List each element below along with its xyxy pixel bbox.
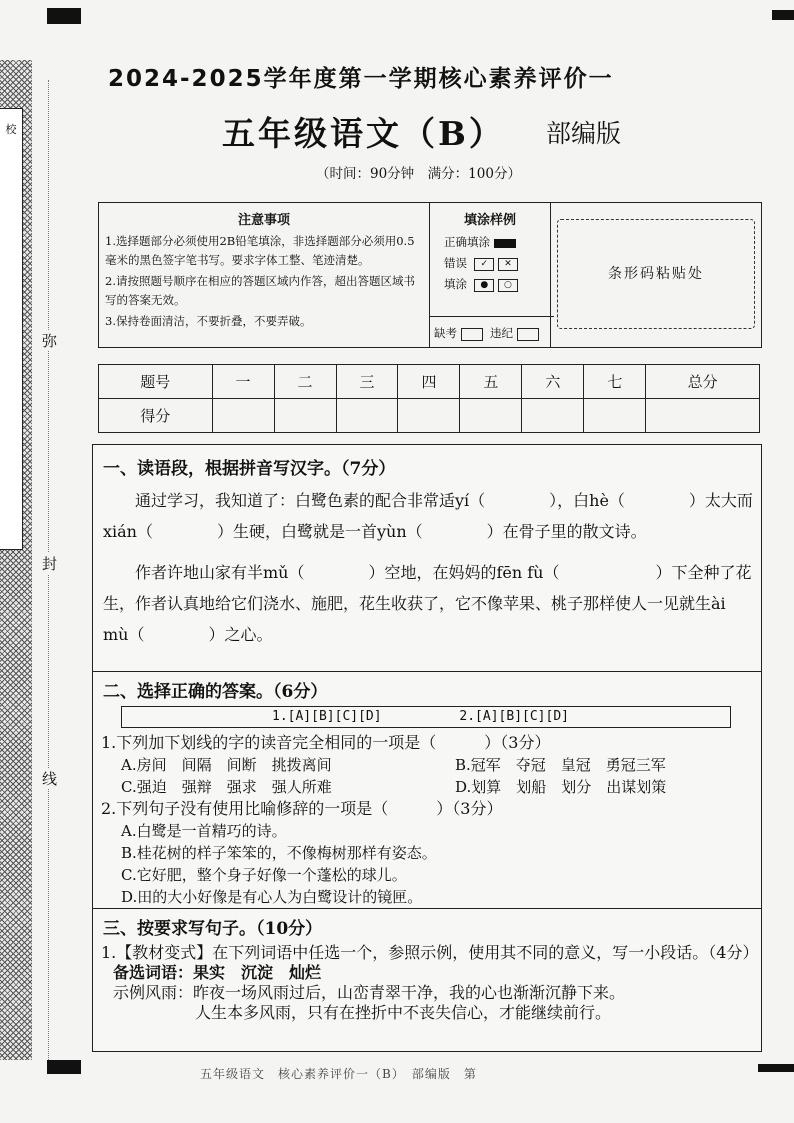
edition-label: 部编版 (546, 119, 622, 148)
q1-options-row-2 (93, 776, 761, 798)
correct-fill-mark (494, 239, 516, 248)
side-school-tab (0, 108, 23, 550)
wrong-fill-label-2: 填涂 (444, 277, 467, 291)
registration-mark-bottom-left (47, 1060, 81, 1074)
score-cell[interactable] (522, 399, 584, 433)
exam-title: 五年级语文（B） (222, 114, 505, 153)
check-mark-icon: ✓ (474, 258, 494, 271)
page-footer: 五年级语文 核心素养评价一（B） 部编版 第 (200, 1067, 477, 1081)
notice-item-1: 1.选择题部分必须使用2B铅笔填涂，非选择题部分必须用0.5毫米的黑色签字笔书写。要求字体工整、笔迹清楚。 (105, 234, 415, 267)
score-cell[interactable] (398, 399, 460, 433)
notice-panel (98, 202, 762, 348)
answer-bubbles-q2[interactable]: 2.[A][B][C][D] (459, 709, 569, 724)
wrong-fill-row-2 (430, 274, 550, 295)
wrong-fill-label-1: 错误 (444, 256, 467, 270)
score-cell[interactable] (460, 399, 522, 433)
q2-option-c: C.它好肥，整个身子好像一个蓬松的球儿。 (121, 866, 407, 884)
score-header-cell: 总分 (646, 365, 760, 399)
time-score-info: （时间：90分钟 满分：100分） (316, 166, 521, 182)
notice-item-2: 2.请按照题号顺序在相应的答题区域内作答，超出答题区域书写的答案无效。 (105, 274, 415, 307)
score-cell[interactable] (646, 399, 760, 433)
notice-column (99, 203, 430, 347)
violation-checkbox[interactable] (517, 328, 539, 341)
seal-word-3: 线 (42, 770, 58, 788)
barcode-area: 条形码粘贴处 (557, 219, 755, 329)
correct-fill-row (430, 232, 550, 253)
absence-row (430, 316, 554, 341)
score-table (98, 364, 760, 433)
wrong-fill-row-1 (430, 253, 550, 274)
score-header-cell: 三 (336, 365, 398, 399)
section-1-heading: 一、读语段，根据拼音写汉字。（7分） (103, 459, 396, 479)
section-2-heading: 二、选择正确的答案。（6分） (103, 682, 328, 702)
registration-mark-top-left (47, 8, 81, 24)
score-row-label: 得分 (99, 399, 213, 433)
example-sentence-1: 示例风雨：昨夜一场风雨过后，山峦青翠干净，我的心也渐渐沉静下来。 (113, 983, 626, 1002)
q1-option-d: D.划算 划船 划分 出谋划策 (455, 778, 667, 796)
score-cell[interactable] (584, 399, 646, 433)
fill-sample-column (430, 203, 551, 347)
registration-mark-top-right (772, 10, 794, 20)
score-header-cell: 二 (274, 365, 336, 399)
score-header-cell: 五 (460, 365, 522, 399)
question-2-2: 2.下列句子没有使用比喻修辞的一项是（ ）（3分） (101, 799, 503, 818)
notice-item-3: 3.保持卷面清洁，不要折叠，不要弄破。 (105, 314, 312, 328)
answer-bubble-bar[interactable] (121, 706, 731, 728)
score-cell[interactable] (336, 399, 398, 433)
section-3 (92, 908, 762, 1052)
seal-word-2: 封 (42, 555, 58, 573)
cross-mark-icon: ✕ (498, 258, 518, 271)
example-sentence-2: 人生本多风雨，只有在挫折中不丧失信心，才能继续前行。 (195, 1003, 612, 1022)
q2-option-b: B.桂花树的样子笨笨的，不像梅树那样有姿态。 (121, 844, 437, 862)
seal-word-1: 弥 (42, 332, 58, 350)
absent-checkbox[interactable] (461, 328, 483, 341)
circle-mark-icon: ○ (498, 279, 518, 292)
answer-bubbles-q1[interactable]: 1.[A][B][C][D] (272, 709, 382, 724)
section-1 (92, 444, 762, 672)
section-2 (92, 671, 762, 909)
q2-option-d: D.田的大小好像是有心人为白鹭设计的镜匣。 (121, 888, 423, 906)
correct-fill-label: 正确填涂 (444, 235, 490, 249)
q1-option-b: B.冠军 夺冠 皇冠 勇冠三军 (455, 756, 666, 774)
question-3-1: 1.【教材变式】在下列词语中任选一个，参照示例，使用其不同的意义，写一小段话。（4分） (101, 943, 759, 962)
score-header-cell: 一 (212, 365, 274, 399)
candidate-words: 备选词语：果实 沉淀 灿烂 (113, 963, 322, 982)
notice-title: 注意事项 (237, 213, 290, 228)
q1-options-row-1 (93, 754, 761, 776)
score-header-cell: 四 (398, 365, 460, 399)
section-1-paragraph-2: 作者许地山家有半mǔ（ ）空地，在妈妈的fēn fù（ ）下全种了花生，作者认真地给它们浇水、施肥，花生收获了，它不像苹果、桃子那样使人一见就生ài mù（ ）之心。 (103, 563, 752, 644)
absent-label: 缺考 (434, 326, 457, 340)
score-header-cell: 题号 (99, 365, 213, 399)
question-2-1: 1.下列加下划线的字的读音完全相同的一项是（ ）（3分） (101, 733, 551, 752)
score-header-cell: 七 (584, 365, 646, 399)
score-header-row (99, 365, 760, 399)
section-1-paragraph-1: 通过学习，我知道了：白鹭色素的配合非常适yí（ ），白hè（ ）太大而xián（ ）生硬，白鹭就是一首yùn（ ）在骨子里的散文诗。 (103, 491, 753, 541)
q1-option-a: A.房间 间隔 间断 挑拨离间 (121, 756, 332, 774)
score-value-row (99, 399, 760, 433)
violation-label: 违纪 (489, 326, 513, 340)
q2-option-a: A.白鹭是一首精巧的诗。 (121, 822, 287, 840)
q1-option-c: C.强迫 强辩 强求 强人所难 (121, 778, 332, 796)
section-3-heading: 三、按要求写句子。（10分） (103, 919, 323, 939)
fill-sample-title: 填涂样例 (463, 213, 516, 228)
dot-mark-icon: ● (474, 279, 494, 292)
score-header-cell: 六 (522, 365, 584, 399)
score-cell[interactable] (274, 399, 336, 433)
score-cell[interactable] (212, 399, 274, 433)
registration-mark-bottom-right (758, 1064, 794, 1072)
exam-series-title: 2024-2025学年度第一学期核心素养评价一 (108, 66, 614, 92)
side-tab-text: 校 (5, 123, 17, 136)
